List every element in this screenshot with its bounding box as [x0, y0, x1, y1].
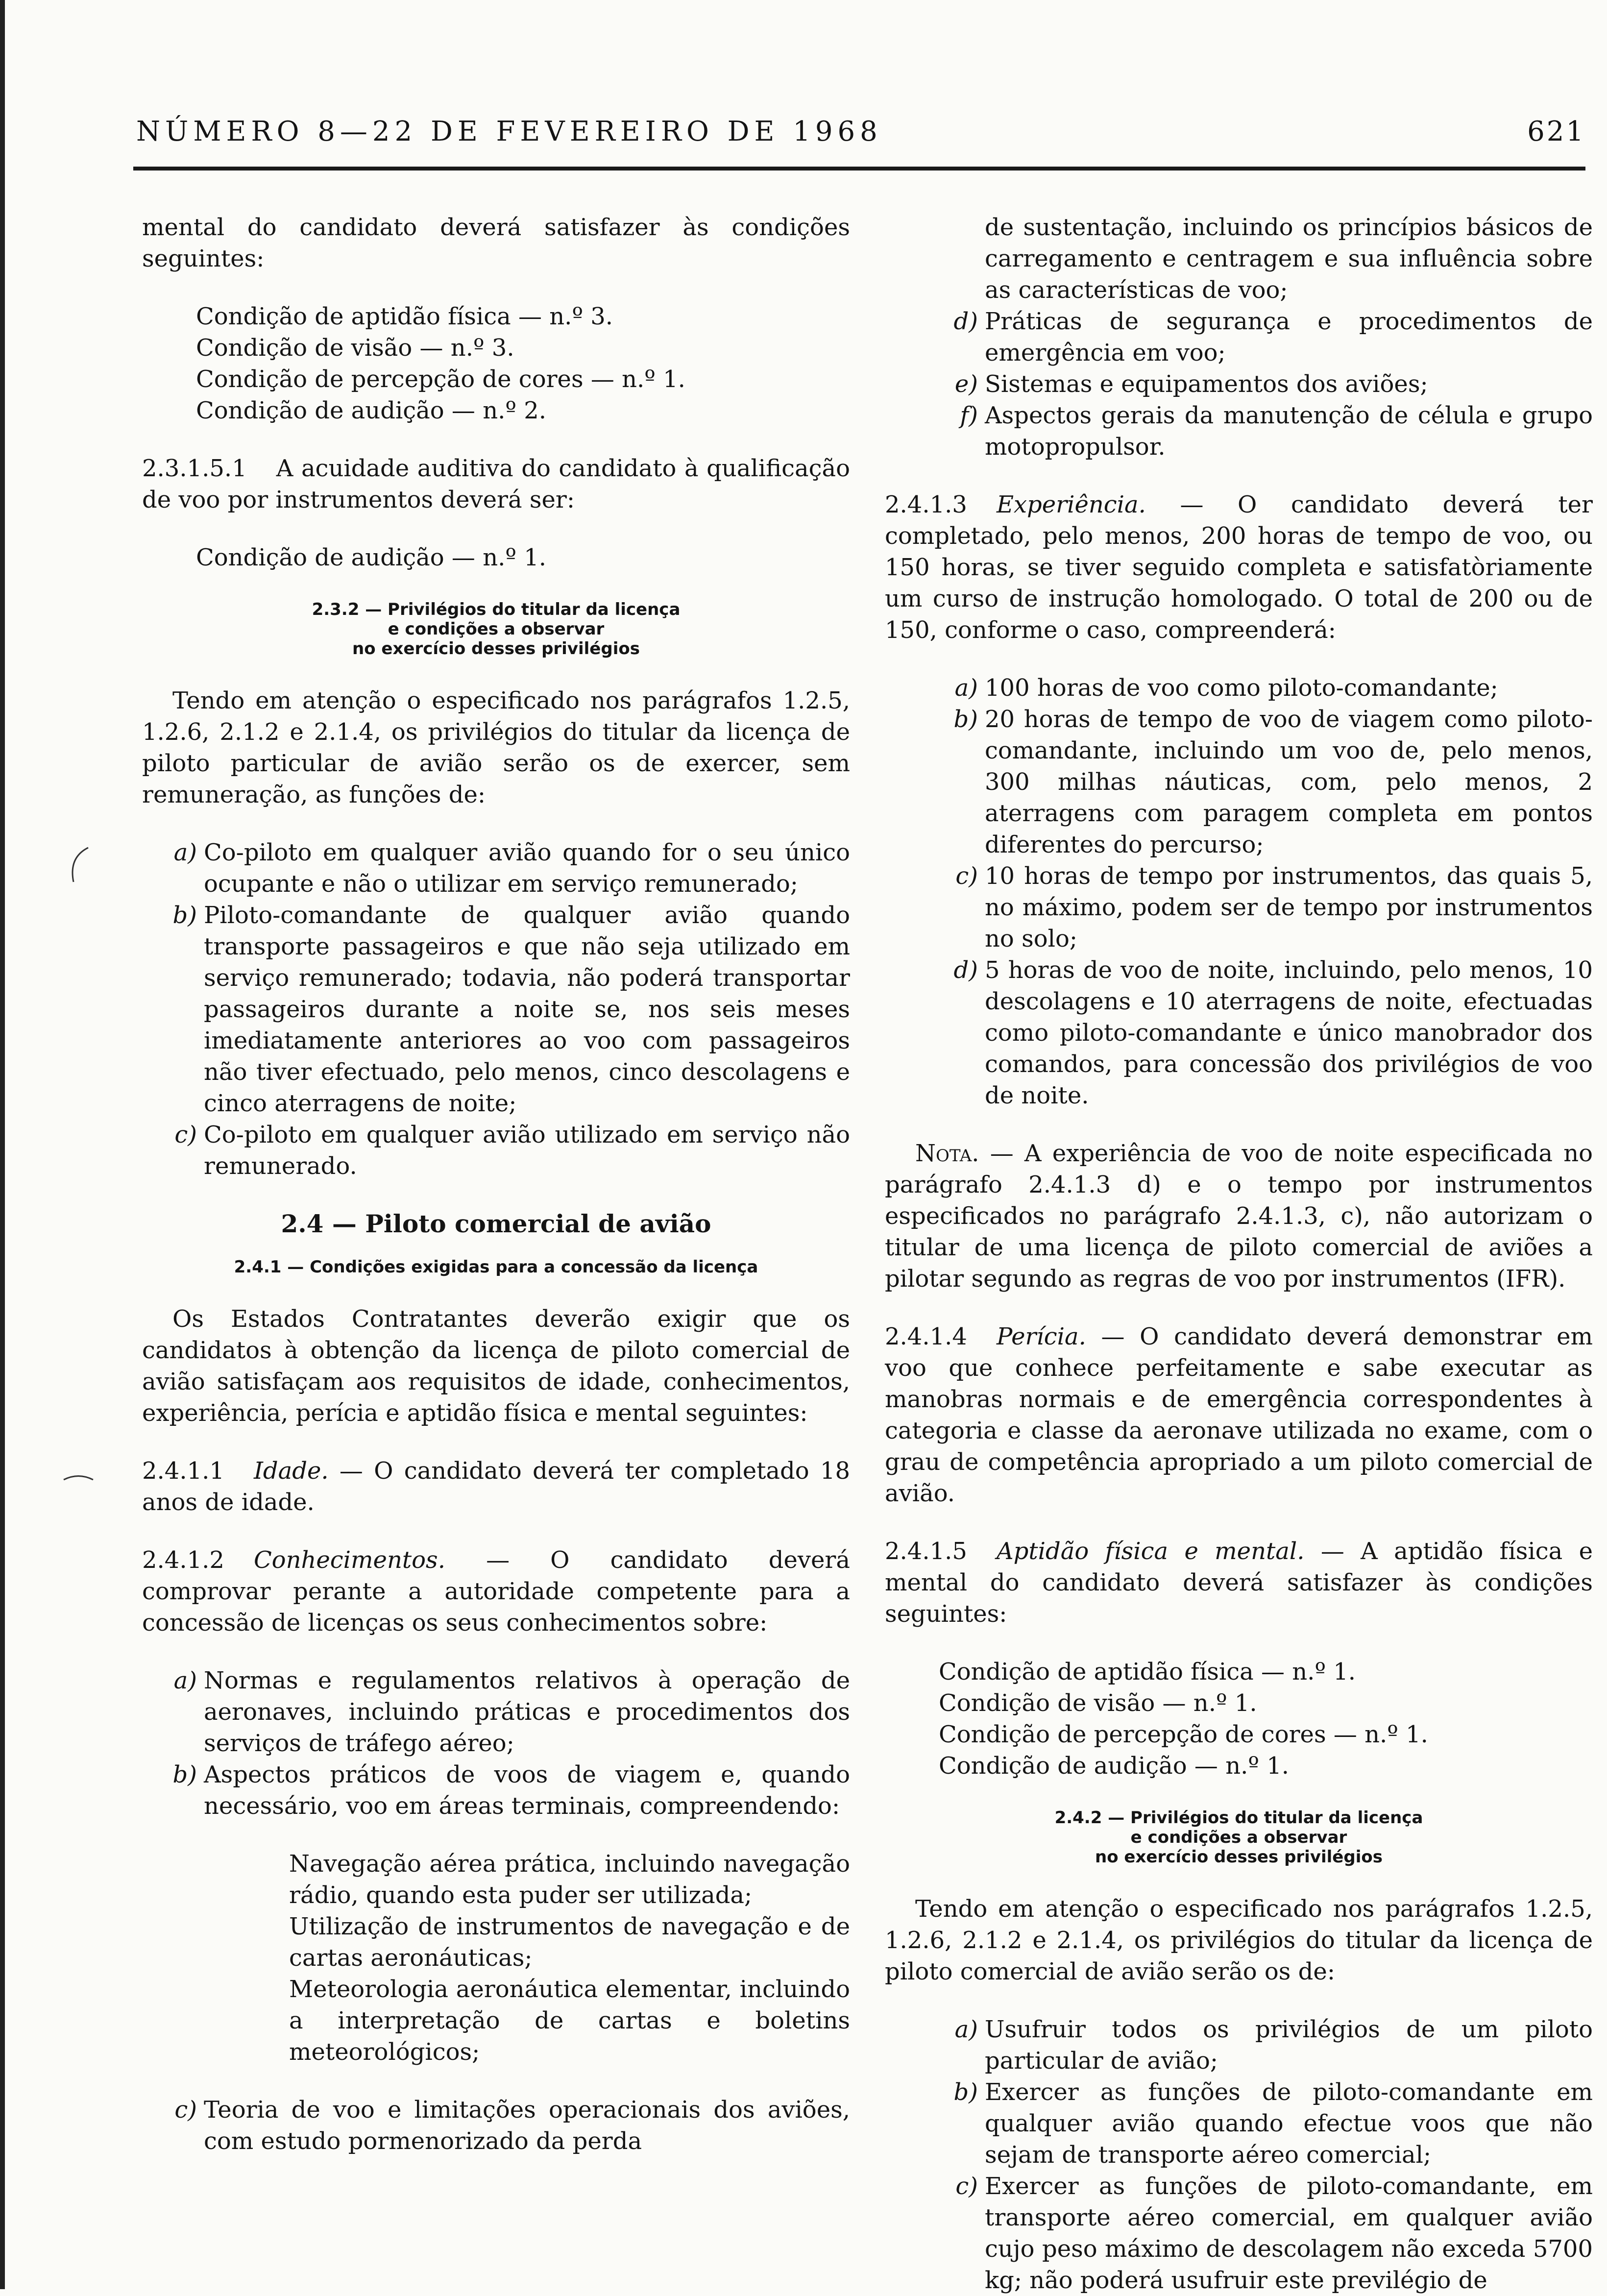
item-label: b)	[172, 902, 197, 929]
item-label: e)	[954, 370, 978, 398]
list-item	[885, 2014, 1593, 2076]
page-number: 621	[1527, 116, 1585, 147]
paragraph-title: Idade.	[253, 1457, 329, 1485]
page-edge	[0, 0, 5, 2289]
intro-paragraph: mental do candidato deverá satisfazer às condições seguintes:	[142, 214, 850, 272]
list-item	[142, 2094, 850, 2157]
item-label: c)	[955, 2173, 978, 2200]
subheading-line: e condições a observar	[388, 619, 605, 639]
paragraph-2-4-1-2	[142, 1544, 850, 1638]
list-item-continued	[885, 212, 1593, 306]
list-item	[885, 400, 1593, 463]
condition-item: Condição de percepção de cores — n.º 1.	[196, 366, 685, 393]
topic-item: Navegação aérea prática, incluindo navegação rádio, quando esta puder ser utilizada;	[289, 1850, 850, 1909]
item-text: Exercer as funções de piloto-comandante em qualquer avião quando efectue voos que não sejam de transporte aéreo comercial;	[985, 2078, 1593, 2169]
list-item	[885, 672, 1593, 704]
item-label: a)	[173, 839, 197, 866]
paragraph-text: — O candidato deverá demonstrar em voo que conhece perfeitamente e sabe executar as manobras normais e de emergência correspondentes à categoria e classe da aeronave utilizada no exame, com o grau de competência apropriado a um piloto comercial de avião.	[885, 1323, 1593, 1507]
item-text: Co-piloto em qualquer avião utilizado em serviço não remunerado.	[204, 1121, 850, 1180]
item-label: a)	[954, 2016, 978, 2043]
condition-item: Condição de percepção de cores — n.º 1.	[939, 1721, 1428, 1748]
issue-title: NÚMERO 8—22 DE FEVEREIRO DE 1968	[136, 116, 882, 147]
list-item	[142, 1759, 850, 1822]
paragraph-text: A acuidade auditiva do candidato à qualificação de voo por instrumentos deverá ser:	[142, 455, 850, 513]
list-item	[885, 954, 1593, 1111]
list-item	[142, 837, 850, 900]
paragraph-title: Conhecimentos.	[253, 1546, 445, 1574]
paragraph-number: 2.4.1.2	[142, 1546, 224, 1574]
conditions-list-2	[885, 1656, 1593, 1782]
item-label: c)	[174, 2096, 197, 2124]
subheading-line: 2.4.2 — Privilégios do titular da licença	[1054, 1808, 1423, 1828]
item-text: 5 horas de voo de noite, incluindo, pelo menos, 10 descolagens e 10 aterragens de noite, efectuadas como piloto-comandante e único manobrador dos comandos, para concessão dos privilégios de voo de noite.	[985, 956, 1593, 1109]
item-label: d)	[953, 956, 978, 984]
paragraph-title: Aptidão física e mental.	[996, 1538, 1305, 1565]
item-text: Teoria de voo e limitações operacionais dos aviões, com estudo pormenorizado da perda	[204, 2096, 850, 2155]
condition-item: Condição de visão — n.º 1.	[939, 1689, 1257, 1717]
list-item	[142, 1665, 850, 1759]
item-text: 100 horas de voo como piloto-comandante;	[985, 674, 1498, 702]
paragraph-2-4-1-1	[142, 1455, 850, 1518]
paragraph-text: — O candidato deverá ter completado, pelo menos, 200 horas de tempo de voo, ou 150 horas, se tiver seguido completa e satisfatòriamente um curso de instrução homologado. O total de 200 ou de 150, conforme o caso, compreenderá:	[885, 491, 1593, 644]
header-rule	[133, 167, 1585, 171]
subheading-line: e condições a observar	[1130, 1828, 1347, 1847]
note-paragraph	[885, 1138, 1593, 1295]
item-label: b)	[953, 706, 978, 733]
item-label: c)	[174, 1121, 197, 1148]
subheading-2-4-2	[885, 1808, 1593, 1867]
paragraph-number: 2.4.1.4	[885, 1323, 967, 1350]
item-text: Exercer as funções de piloto-comandante, em transporte aéreo comercial, em qualquer avião cujo peso máximo de descolagem não exceda 5700 kg; não poderá usufruir este previlégio de	[985, 2173, 1593, 2294]
condition-item: Condição de audição — n.º 1.	[939, 1752, 1289, 1780]
note-label: Nota.	[915, 1140, 979, 1167]
item-text: de sustentação, incluindo os princípios básicos de carregamento e centragem e sua influência sobre as características de voo;	[985, 214, 1593, 304]
subheading-line: 2.3.2 — Privilégios do titular da licença	[312, 600, 681, 619]
item-label: b)	[953, 2078, 978, 2106]
paragraph-2-4-1-3	[885, 489, 1593, 646]
item-label: a)	[173, 1667, 197, 1694]
item-text: 10 horas de tempo por instrumentos, das quais 5, no máximo, podem ser de tempo por instrumentos no solo;	[985, 862, 1593, 953]
item-text: 20 horas de tempo de voo de viagem como piloto-comandante, incluindo um voo de, pelo menos, 300 milhas náuticas, com, pelo menos, 2 aterragens com paragem completa em pontos diferentes do percurso;	[985, 706, 1593, 858]
paragraph-2-3-1-5-1	[142, 453, 850, 515]
item-label: c)	[955, 862, 978, 890]
left-column	[142, 212, 850, 2157]
paragraph-number: 2.4.1.1	[142, 1457, 224, 1485]
item-text: Normas e regulamentos relativos à operação de aeronaves, incluindo práticas e procedimentos dos serviços de tráfego aéreo;	[204, 1667, 850, 1757]
paragraph-text: — O candidato deverá ter completado 18 anos de idade.	[142, 1457, 850, 1516]
item-text: Piloto-comandante de qualquer avião quando transporte passageiros e que não seja utilizado em serviço remunerado; todavia, não poderá transportar passageiros durante a noite se, nos seis meses imediatamente anteriores ao voo com passageiros não tiver efectuado, pelo menos, cinco descolagens e cinco aterragens de noite;	[204, 902, 850, 1117]
list-item	[885, 368, 1593, 400]
paragraph-text: — O candidato deverá comprovar perante a autoridade competente para a concessão de licenças os seus conhecimentos sobre:	[142, 1546, 850, 1637]
item-text: Sistemas e equipamentos dos aviões;	[985, 370, 1428, 398]
list-item	[885, 2076, 1593, 2171]
list-item	[885, 704, 1593, 860]
privileges-paragraph: Tendo em atenção o especificado nos parágrafos 1.2.5, 1.2.6, 2.1.2 e 2.1.4, os privilégios do titular da licença de piloto comercial de avião serão os de:	[885, 1895, 1593, 1985]
page-header	[136, 116, 1585, 165]
item-label: d)	[953, 308, 978, 335]
paragraph-number: 2.3.1.5.1	[142, 455, 247, 482]
subheading-2-4-1: 2.4.1 — Condições exigidas para a concessão da licença	[234, 1257, 758, 1277]
conditions-list-1	[142, 301, 850, 426]
note-text: — A experiência de voo de noite especificada no parágrafo 2.4.1.3 d) e o tempo por instrumentos especificados no parágrafo 2.4.1.3, c), não autorizam o titular de uma licença de piloto comercial de aviões a pilotar segundo as regras de voo por instrumentos (IFR).	[885, 1140, 1593, 1293]
list-item	[885, 860, 1593, 954]
paragraph-number: 2.4.1.5	[885, 1538, 967, 1565]
condition-item: Condição de aptidão física — n.º 1.	[939, 1658, 1356, 1685]
paragraph-number: 2.4.1.3	[885, 491, 967, 518]
paragraph-2-4-1-4	[885, 1321, 1593, 1509]
section-heading-2-4: 2.4 — Piloto comercial de avião	[281, 1209, 711, 1238]
item-text: Aspectos práticos de voos de viagem e, quando necessário, voo em áreas terminais, compreendendo:	[204, 1761, 850, 1820]
paragraph-2-4-1-5	[885, 1536, 1593, 1630]
item-label: f)	[960, 402, 978, 429]
list-item	[142, 1119, 850, 1182]
item-text: Práticas de segurança e procedimentos de emergência em voo;	[985, 308, 1593, 366]
item-label: b)	[172, 1761, 197, 1788]
item-text: Usufruir todos os privilégios de um piloto particular de avião;	[985, 2016, 1593, 2075]
contracting-states-paragraph: Os Estados Contratantes deverão exigir que os candidatos à obtenção da licença de piloto comercial de avião satisfaçam aos requisitos de idade, conhecimentos, experiência, perícia e aptidão física e mental seguintes:	[142, 1305, 850, 1427]
subheading-line: no exercício desses privilégios	[352, 639, 640, 659]
privileges-paragraph: Tendo em atenção o especificado nos parágrafos 1.2.5, 1.2.6, 2.1.2 e 2.1.4, os privilégios do titular da licença de piloto particular de avião serão os de exercer, sem remuneração, as funções de:	[142, 687, 850, 808]
item-label: a)	[954, 674, 978, 702]
paragraph-title: Experiência.	[996, 491, 1146, 518]
paragraph-title: Perícia.	[996, 1323, 1086, 1350]
audition-condition: Condição de audição — n.º 1.	[196, 544, 546, 571]
topic-item: Utilização de instrumentos de navegação e de cartas aeronáuticas;	[289, 1913, 850, 1972]
right-column	[885, 212, 1593, 2296]
topic-item: Meteorologia aeronáutica elementar, incluindo a interpretação de cartas e boletins meteorológicos;	[289, 1976, 850, 2066]
margin-pencil-marks	[59, 843, 98, 1519]
subheading-2-3-2	[142, 600, 850, 659]
list-item	[885, 306, 1593, 368]
condition-item: Condição de aptidão física — n.º 3.	[196, 303, 613, 330]
navigation-topics	[142, 1848, 850, 2068]
subheading-line: no exercício desses privilégios	[1095, 1847, 1383, 1867]
paragraph-text: — A aptidão física e mental do candidato deverá satisfazer às condições seguintes:	[885, 1538, 1593, 1628]
item-text: Co-piloto em qualquer avião quando for o seu único ocupante e não o utilizar em serviço remunerado;	[204, 839, 850, 898]
list-item	[142, 900, 850, 1119]
item-text: Aspectos gerais da manutenção de célula e grupo motopropulsor.	[985, 402, 1593, 461]
condition-item: Condição de visão — n.º 3.	[196, 334, 514, 362]
condition-item: Condição de audição — n.º 2.	[196, 397, 546, 424]
list-item	[885, 2171, 1593, 2296]
